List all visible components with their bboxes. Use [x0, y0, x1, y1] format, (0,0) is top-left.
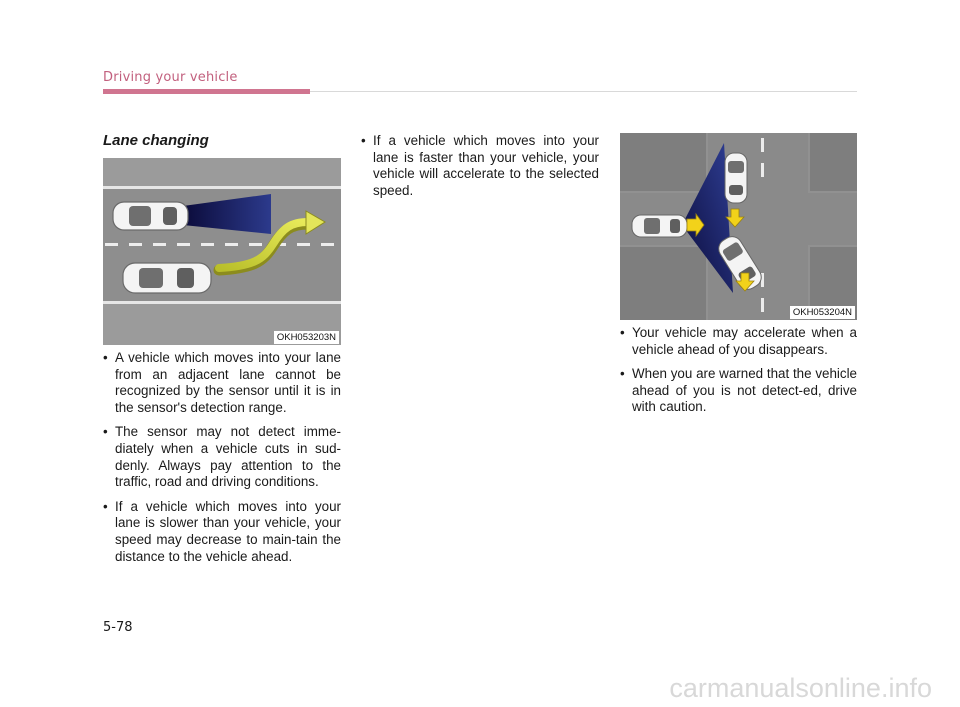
- middle-bullet-list: [361, 133, 599, 207]
- header-divider-line: [310, 91, 857, 92]
- left-bullet-list: [103, 350, 341, 573]
- lane-change-figure: [103, 158, 341, 345]
- host-car-shape: [113, 202, 188, 230]
- bullet-item: • If a vehicle which moves into your lane is slower than your vehicle, your speed may decrease to main-tain the distance to the vehicle ahead.: [103, 499, 341, 565]
- page-number: 5-78: [103, 620, 133, 635]
- page-title: Lane changing: [103, 132, 209, 149]
- figure-code-label: OKH053204N: [790, 306, 855, 319]
- bullet-item: • If a vehicle which moves into your lane is faster than your vehicle, your vehicle will accelerate to the selected speed.: [361, 133, 599, 199]
- bullet-item: • A vehicle which moves into your lane from an adjacent lane cannot be recognized by the sensor until it is in the sensor's detection range.: [103, 350, 341, 416]
- cut-in-figure: [620, 133, 857, 320]
- host-car-shape: [632, 215, 687, 237]
- right-bullet-list: [620, 325, 857, 424]
- figure-code-label: OKH053203N: [274, 331, 339, 344]
- adjacent-car-shape: [123, 263, 211, 293]
- bullet-item: • The sensor may not detect imme-diately when a vehicle cuts in sud-denly. Always pay attention to the traffic, road and driving conditions.: [103, 424, 341, 490]
- bullet-item: • Your vehicle may accelerate when a vehicle ahead of you disappears.: [620, 325, 857, 358]
- lane-change-illustration: [103, 158, 341, 345]
- section-header-title: Driving your vehicle: [103, 70, 238, 85]
- header-accent-bar: [103, 89, 310, 94]
- preceding-car-shape: [725, 153, 747, 203]
- bullet-item: • When you are warned that the vehicle ahead of you is not detect-ed, drive with caution.: [620, 366, 857, 416]
- watermark: carmanualsonline.info: [669, 673, 932, 703]
- cut-in-illustration: [620, 133, 857, 320]
